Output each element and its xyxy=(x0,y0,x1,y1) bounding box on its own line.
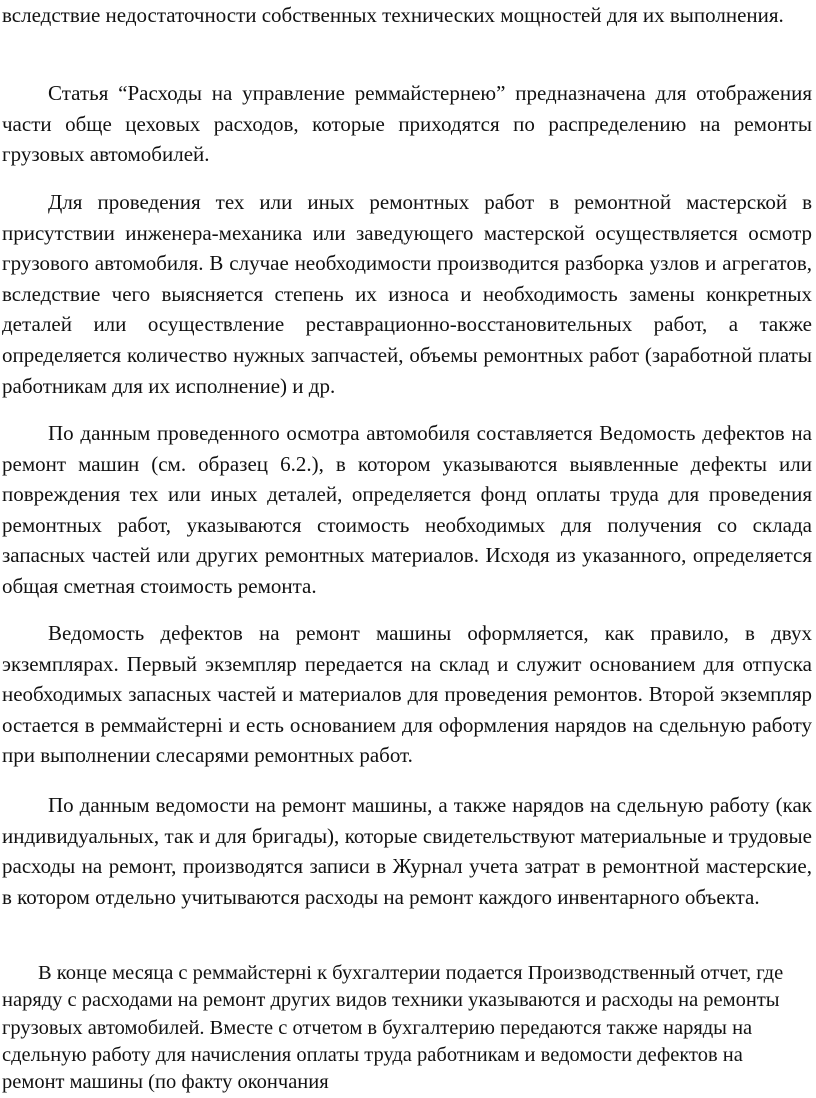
paragraph-repair-inspection: Для проведения тех или иных ремонтных работ в ремонтной мастерской в присутствии инженера-механика или заведующего мастерской осуществляется осмотр грузового автомобиля. В случае необходимости производится разборка узлов и агрегатов, вследствие чего выясняется степень их износа и необходимость замены конкретных деталей или осуществление реставрационно-восстановительных работ, а также определяется количество нужных запчастей, объемы ремонтных работ (заработной платы работникам для их исполнение) и др. xyxy=(2,190,812,398)
paragraph-management-expenses: Статья “Расходы на управление реммайстернею” предназначена для отображения части обще цеховых расходов, которые приходятся по распределению на ремонты грузовых автомобилей. xyxy=(2,81,812,167)
paragraph-cost-journal: По данным ведомости на ремонт машины, а также нарядов на сдельную работу (как индивидуальных, так и для бригады), которые свидетельствуют материальные и трудовые расходы на ремонт, производятся записи в Журнал учета затрат в ремонтной мастерские, в котором отдельно учитываются расходы на ремонт каждого инвентарного объекта. xyxy=(2,793,812,909)
paragraph-continuation: вследствие недостаточности собственных технических мощностей для их выполнения. xyxy=(2,3,784,27)
paragraph-defect-statement: По данным проведенного осмотра автомобиля составляется Ведомость дефектов на ремонт машин (см. образец 6.2.), в котором указываются выявленные дефекты или повреждения тех или иных деталей, определяется фонд оплаты труда для проведения ремонтных работ, указываются стоимость необходимых для получения со склада запасных частей или других ремонтных материалов. Исходя из указанного, определяется общая сметная стоимость ремонта. xyxy=(2,421,812,598)
paragraph-monthly-report: В конце месяца с реммайстерні к бухгалтерии подается Производственный отчет, где наряду с расходами на ремонт других видов техники указываются и расходы на ремонты грузовых автомобилей. Вместе с отчетом в бухгалтерию передаются также наряды на сдельную работу для начисления оплаты труда работникам и ведомости дефектов на ремонт машины (по факту окончания xyxy=(2,962,784,1094)
paragraph-statement-copies: Ведомость дефектов на ремонт машины оформляется, как правило, в двух экземплярах. Первый экземпляр передается на склад и служит основанием для отпуска необходимых запасных частей и материалов для проведения ремонтов. Второй экземпляр остается в реммайстерні и есть основанием для оформления нарядов на сдельную работу при выполнении слесарями ремонтных работ. xyxy=(2,621,812,768)
